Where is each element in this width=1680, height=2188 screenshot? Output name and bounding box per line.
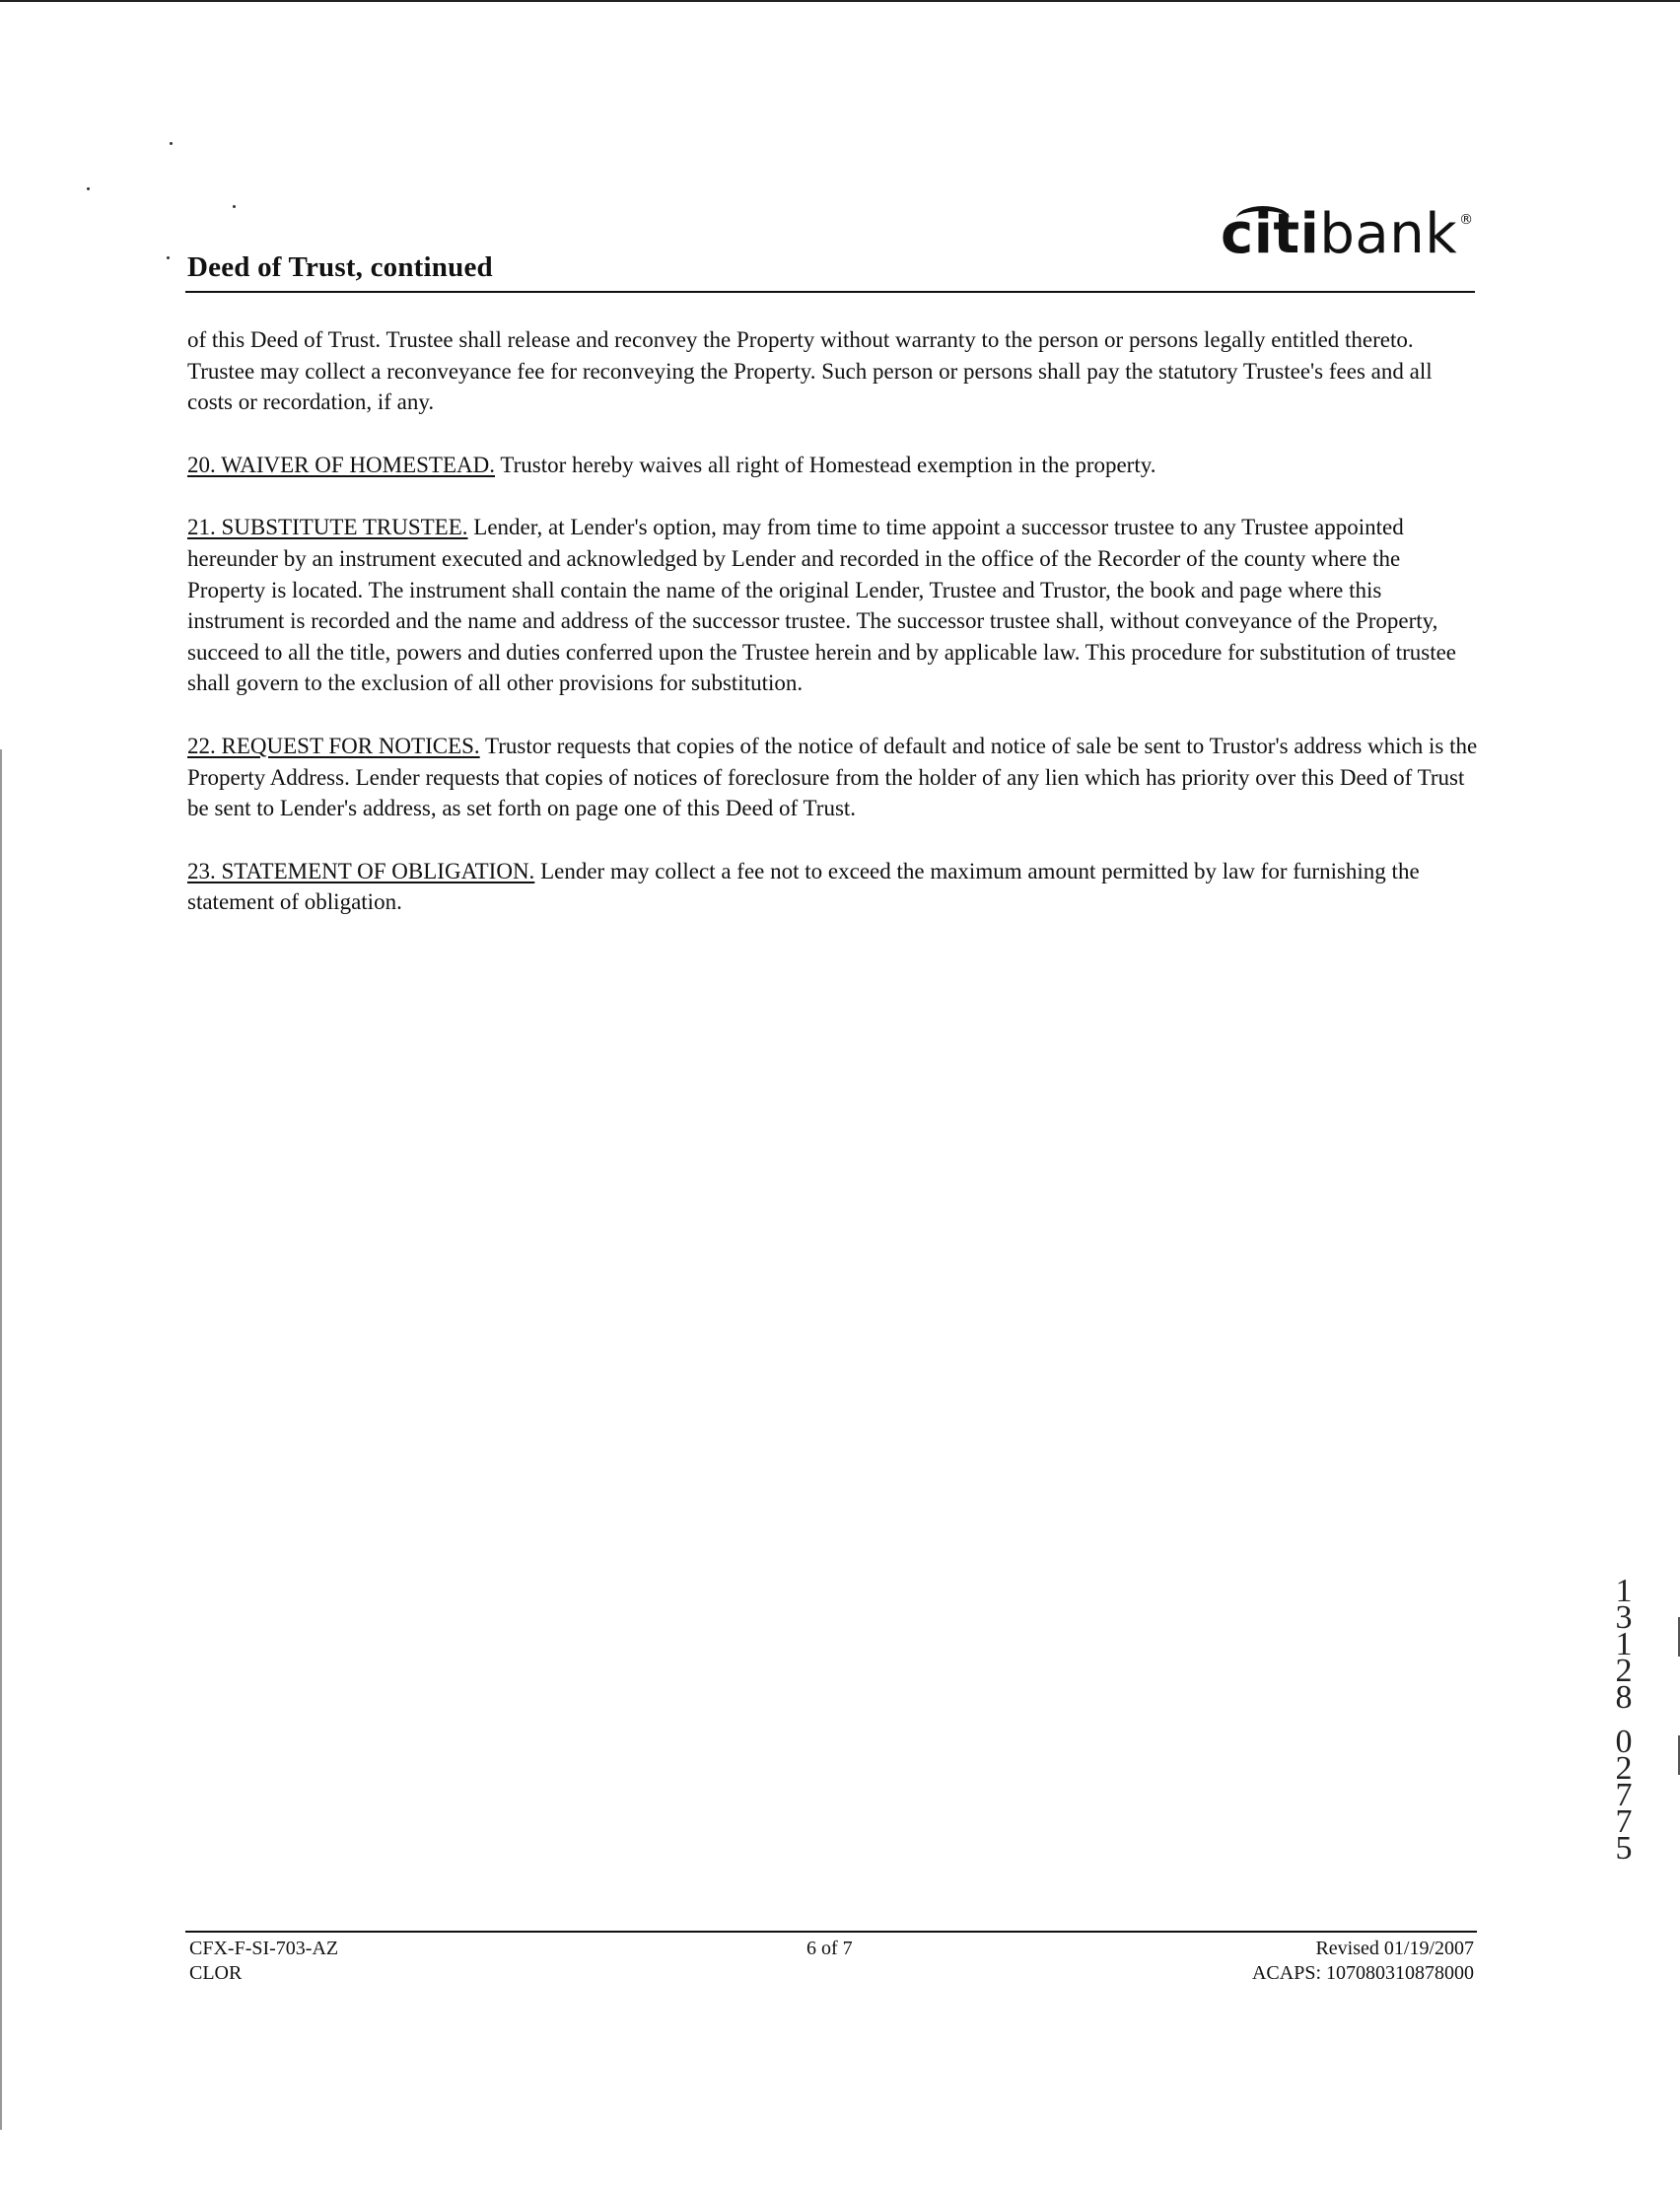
section-21 xyxy=(187,512,1479,699)
stamp-digit: 8 xyxy=(1615,1679,1633,1716)
section-22 xyxy=(187,731,1479,824)
stamp-digit: 3 xyxy=(1615,1599,1633,1636)
footer-right xyxy=(1252,1937,1474,1986)
footer-center xyxy=(806,1937,853,1961)
citibank-logo xyxy=(1221,202,1474,266)
footer-left xyxy=(189,1937,338,1986)
document-body xyxy=(187,324,1479,950)
section-text: Lender, at Lender's option, may from time to time appoint a successor trustee to any Trustee appointed hereunder by an instrument executed and acknowledged by Lender and recorded in the office of the Recorder of the county where the Property is located. The instrument shall contain the name of the original Lender, Trustee and Trustor, the book and page where this instrument is recorded and the name and address of the successor trustee. The successor trustee shall, without conveyance of the Property, succeed to all the title, powers and duties conferred upon the Trustee herein and by applicable law. This procedure for substitution of trustee shall govern to the exclusion of all other provisions for substitution. xyxy=(187,515,1457,696)
footer-divider xyxy=(185,1931,1477,1933)
form-code: CFX-F-SI-703-AZ xyxy=(189,1938,339,1959)
page-number: 6 of 7 xyxy=(806,1938,853,1959)
scan-speck xyxy=(167,256,170,259)
section-text: Trustor hereby waives all right of Homestead exemption in the property. xyxy=(500,452,1156,477)
registered-mark: ® xyxy=(1459,212,1474,228)
stamp-digit: 5 xyxy=(1615,1830,1633,1867)
stamp-digit: 2 xyxy=(1615,1750,1633,1787)
logo-citi: citi xyxy=(1221,202,1320,266)
section-heading: 20. WAIVER OF HOMESTEAD. xyxy=(187,452,495,477)
revised-date: Revised 01/19/2007 xyxy=(1315,1938,1474,1959)
scan-top-edge xyxy=(0,0,1680,2)
stamp-digit: 1 xyxy=(1615,1573,1633,1609)
acaps-number: ACAPS: 107080310878000 xyxy=(1251,1962,1474,1984)
sub-code: CLOR xyxy=(189,1962,243,1984)
section-20 xyxy=(187,450,1479,481)
scan-speck xyxy=(170,142,173,145)
section-text: Trustor requests that copies of the notice of default and notice of sale be sent to Trustor's address which is the Property Address. Lender requests that copies of notices of foreclosure from the holder of any lien which has priority over this Deed of Trust be sent to Lender's address, as set forth on page one of this Deed of Trust. xyxy=(187,733,1478,821)
section-text: Lender may collect a fee not to exceed the maximum amount permitted by law for furnishing the statement of obligation. xyxy=(187,858,1420,915)
stamp-digit: 2 xyxy=(1615,1653,1633,1689)
scan-left-edge xyxy=(0,749,2,2130)
intro-paragraph: of this Deed of Trust. Trustee shall release and reconvey the Property without warranty to the person or persons legally entitled thereto. Trustee may collect a reconveyance fee for reconveying the Property. Such person or persons shall pay the statutory Trustee's fees and all costs or recordation, if any. xyxy=(187,327,1433,415)
stamp-digit: 7 xyxy=(1615,1803,1633,1840)
stamp-digit: 0 xyxy=(1615,1724,1633,1760)
scan-speck xyxy=(233,205,236,208)
stamp-digit: 7 xyxy=(1615,1777,1633,1813)
section-heading: 23. STATEMENT OF OBLIGATION. xyxy=(187,858,535,883)
logo-bank: bank xyxy=(1319,202,1458,266)
header-divider xyxy=(185,291,1475,293)
section-heading: 22. REQUEST FOR NOTICES. xyxy=(187,733,480,758)
section-heading: 21. SUBSTITUTE TRUSTEE. xyxy=(187,515,468,540)
scan-speck xyxy=(87,187,90,190)
stamp-digit: 1 xyxy=(1615,1626,1633,1662)
recording-number-stamp xyxy=(1604,1573,1644,1867)
logo-arc-icon xyxy=(1236,206,1290,231)
section-23 xyxy=(187,856,1479,918)
page-title: Deed of Trust, continued xyxy=(187,251,493,283)
